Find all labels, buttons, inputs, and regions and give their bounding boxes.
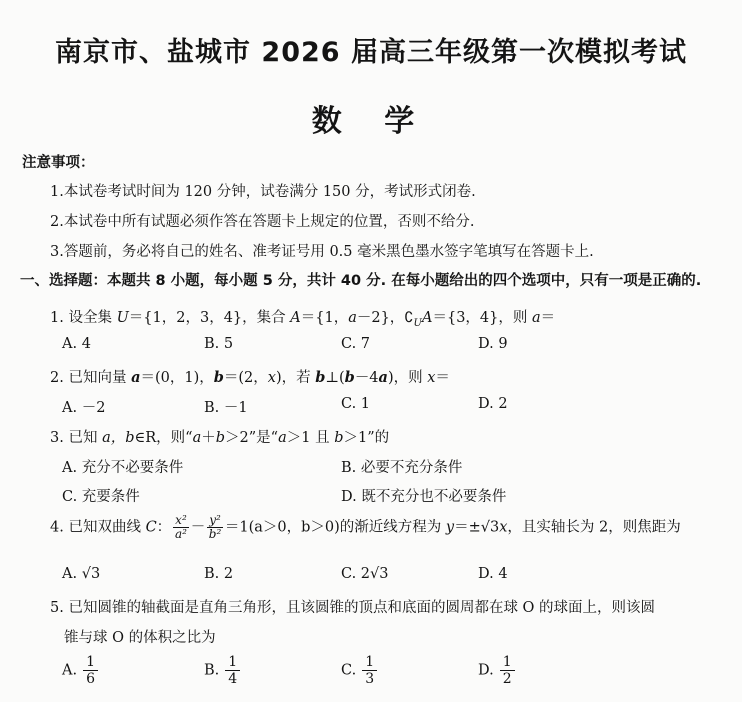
notice-heading: 注意事项： bbox=[22, 155, 95, 171]
q4-fraction-y: $\frac{\text{y²}}{\text{b²}}$ bbox=[208, 513, 222, 541]
notice-item-3: 3.答题前，务必将自己的姓名、准考证号用 0.5 毫米黑色墨水签字笔填写在答题卡上. bbox=[50, 244, 594, 260]
q1-option-d: D. 9 bbox=[478, 336, 508, 352]
q2-option-b: B. －1 bbox=[204, 400, 248, 416]
q2-option-d: D. 2 bbox=[478, 396, 508, 412]
q3-option-d: D. 既不充分也不必要条件 bbox=[341, 489, 507, 505]
question-1: 1. 设全集 U＝{1，2，3，4}，集合 A＝{1，a－2}，$∁_UA=\{3$，4}，则 a＝ bbox=[50, 310, 556, 329]
section-heading: 一、选择题：本题共 8 小题，每小题 5 分，共计 40 分. 在每小题给出的四个选项中，只有一项是正确的. bbox=[20, 273, 702, 289]
notice-item-2: 2.本试卷中所有试题必须作答在答题卡上规定的位置，否则不给分. bbox=[50, 214, 475, 230]
q4-option-b: B. 2 bbox=[204, 566, 234, 582]
q1-option-b: B. 5 bbox=[204, 336, 234, 352]
question-3: 3. 已知 a，b∈R，则“a＋b＞2”是“a＞1 且 b＞1”的 bbox=[50, 430, 390, 446]
q5-option-c: C. $\frac{1}{3}$ bbox=[341, 654, 377, 687]
q3-option-a: A. 充分不必要条件 bbox=[62, 460, 184, 476]
q2-option-c: C. 1 bbox=[341, 396, 371, 412]
question-4: 4. 已知双曲线 C： $\frac{\text{x²}}{\text{a²}}$ － $\frac{\text{y²}}{\text{b²}}$ ＝1(a＞0，b＞0)的渐近线方程为 y＝±√3x，且实轴长为 2，则焦距为 bbox=[50, 513, 681, 541]
q2-option-a: A. －2 bbox=[62, 400, 106, 416]
q3-option-c: C. 充要条件 bbox=[62, 489, 140, 505]
subject-title: 数 学 bbox=[311, 104, 431, 139]
q5-option-d: D. $\frac{1}{2}$ bbox=[478, 654, 515, 687]
q5-option-b: B. $\frac{1}{4}$ bbox=[204, 654, 240, 687]
q1-option-c: C. 7 bbox=[341, 336, 371, 352]
question-5-line-1: 5. 已知圆锥的轴截面是直角三角形，且该圆锥的顶点和底面的圆周都在球 O 的球面上，则该圆 bbox=[50, 600, 656, 616]
question-5-line-2: 锥与球 O 的体积之比为 bbox=[64, 630, 216, 646]
q4-option-a: A. √3 bbox=[62, 566, 101, 582]
q4-option-d: D. 4 bbox=[478, 566, 508, 582]
q5-option-a: A. $\frac{1}{6}$ bbox=[62, 654, 98, 687]
question-2: 2. 已知向量 a＝(0，1)，b＝(2，x)，若 b⊥(b－4a)，则 x＝ bbox=[50, 369, 450, 386]
exam-title: 南京市、盐城市 2026 届高三年级第一次模拟考试 bbox=[55, 37, 687, 68]
q4-option-c: C. 2√3 bbox=[341, 566, 389, 582]
notice-item-1: 1.本试卷考试时间为 120 分钟，试卷满分 150 分，考试形式闭卷. bbox=[50, 184, 476, 200]
q4-fraction-x: $\frac{\text{x²}}{\text{a²}}$ bbox=[174, 513, 187, 541]
q3-option-b: B. 必要不充分条件 bbox=[341, 460, 463, 476]
q1-option-a: A. 4 bbox=[62, 336, 91, 352]
